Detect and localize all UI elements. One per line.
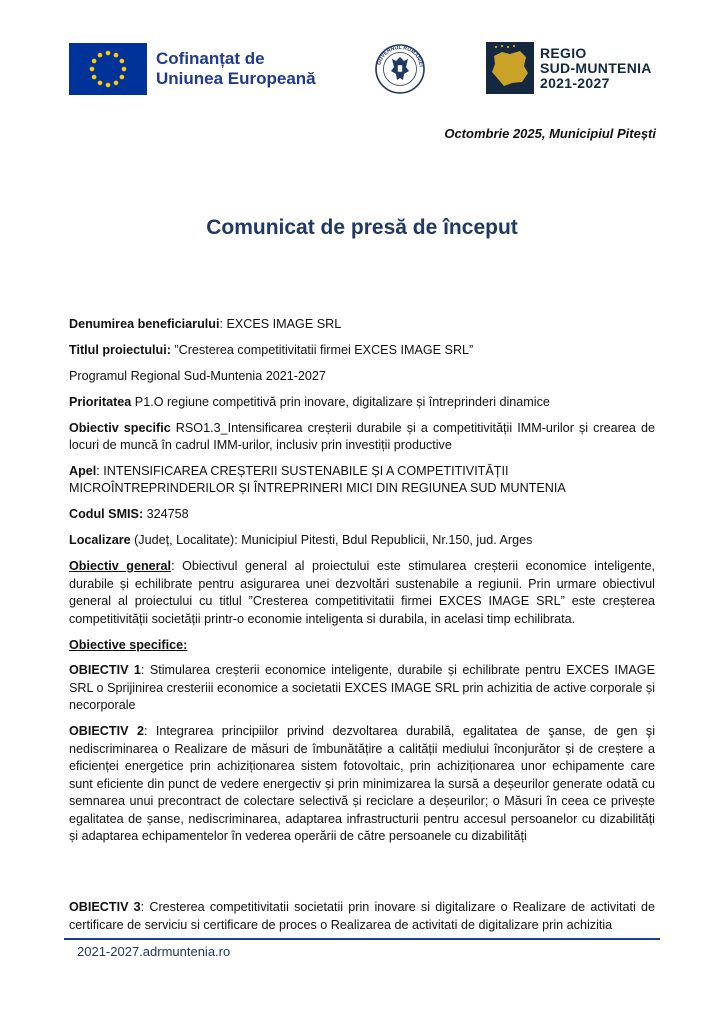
beneficiary-label: Denumirea beneficiarului	[69, 317, 220, 331]
program-paragraph: Programul Regional Sud-Muntenia 2021-2027	[69, 368, 326, 383]
government-seal-icon	[374, 43, 426, 95]
eu-logo-line1: Cofinanțat de	[156, 49, 265, 68]
specific-objective-paragraph	[69, 420, 655, 455]
objective-2-value: : Integrarea principiilor privind dezvoltarea durabilă, egalitatea de şanse, de gen şi nediscriminarea o Realizare de măsuri de îmbunătățire a calității mediului înconjurător și de creștere a eficienței energetice prin achiziționarea sistem fotovoltaic, prin achiziționarea unor echipamente care sunt eficiente din punct de vedere energectiv și prin minimizarea la sursă a deșeurilor generate odată cu semnarea unui precontract de colectare selectivă și reciclare a deșeurilor; o Măsuri în ceea ce privește egalitatea de șanse, nediscriminarea, adaptarea infrastructurii pentru accesul persoanelor cu dizabilități și adaptarea echipamentelor în vederea operării de către persoanele cu dizabilități	[69, 724, 656, 844]
priority-label: Prioritatea	[69, 394, 132, 409]
priority-paragraph	[69, 394, 655, 412]
smis-value: 324758	[143, 507, 189, 522]
objective-2-label: OBIECTIV 2	[69, 724, 144, 739]
objective-1-paragraph	[69, 662, 655, 715]
objective-2-paragraph	[69, 723, 655, 846]
call-label: Apel	[69, 463, 97, 478]
beneficiary-paragraph	[69, 316, 655, 334]
project-title-label: Titlul proiectului:	[69, 342, 171, 357]
objective-3-paragraph	[69, 899, 655, 934]
general-objective-paragraph	[69, 558, 655, 628]
government-seal-text: GUVERNUL ROMÂNIEI	[376, 44, 424, 68]
call-value: : INTENSIFICAREA CREȘTERII SUSTENABILE ȘI A COMPETITIVITĂȚII MICROÎNTREPRINDERILOR ȘI ÎNTREPRINERI MICI DIN REGIUNEA SUD MUNTENIA	[69, 463, 566, 496]
eu-logo-line2: Uniunea Europeană	[156, 69, 316, 88]
priority-value: P1.O regiune competitivă prin inovare, digitalizare și întreprinderi dinamice	[131, 394, 550, 409]
document-body	[69, 316, 655, 854]
beneficiary-value: : EXCES IMAGE SRL	[219, 317, 342, 331]
general-objective-value: : Obiectivul general al proiectului este stimularea creșterii economice inteligente, durabile și echilibrate pentru asigurarea unei dezvoltări sustenabile a regiunii. Prin urmare obiectivul general al proiectului cu titlul ”Cresterea competitivitatii firmei EXCES IMAGE SRL” este creșterea competitivității societății printr-o economie inteligenta si durabila, in acelasi timp echilibrata.	[69, 559, 655, 626]
romanian-government-seal	[374, 43, 426, 95]
project-title-value: ”Cresterea competitivitatii firmei EXCES IMAGE SRL”	[170, 342, 474, 357]
objective-3-value: : Cresterea competitivitatii societatii prin inovare si digitalizare o Realizare de activitati de certificare de serviciu si certificare de proces o Realizarea de activitati de digitalizare prin achizitia	[69, 900, 655, 932]
regio-sud-muntenia-logo	[486, 42, 652, 94]
regio-logo-line3: 2021-2027	[540, 74, 610, 91]
project-title-paragraph	[69, 342, 655, 360]
specific-objectives-heading	[69, 637, 655, 655]
regio-logo-line1: REGIO	[540, 44, 587, 61]
eu-cofinancing-logo	[69, 43, 316, 95]
region-map-icon	[486, 42, 534, 94]
smis-paragraph	[69, 506, 655, 524]
smis-label: Codul SMIS:	[69, 507, 144, 522]
footer-website-link[interactable]: 2021-2027.adrmuntenia.ro	[77, 944, 231, 959]
general-objective-label: Obiectiv general	[69, 559, 172, 574]
call-paragraph	[69, 463, 655, 498]
objective-1-label: OBIECTIV 1	[69, 663, 141, 678]
page-title: Comunicat de presă de început	[206, 216, 518, 239]
objective-1-value: : Stimularea creșterii economice inteligente, durabile și echilibrate pentru EXCES IMAGE SRL o Sprijinirea cresteriii economice a societatii EXCES IMAGE SRL prin achizitia de active corporale și necorporale	[69, 663, 655, 713]
eu-flag-icon	[69, 43, 147, 95]
footer-divider	[64, 938, 660, 940]
location-label: Localizare	[69, 533, 131, 548]
location-value: (Județ, Localitate): Municipiul Pitesti, Bdul Republicii, Nr.150, jud. Arges	[130, 533, 533, 548]
specific-objective-value: RSO1.3_Intensificarea creșterii durabile și a competitivității IMM-urilor și crearea de locuri de muncă în cadrul IMM-urilor, inclusiv prin investiții productive	[69, 420, 655, 453]
specific-objectives-heading-text: Obiective specifice:	[69, 637, 188, 652]
objective-3-label: OBIECTIV 3	[69, 900, 141, 914]
regio-logo-line2: SUD-MUNTENIA	[540, 59, 652, 76]
specific-objective-label: Obiectiv specific	[69, 420, 171, 435]
date-location: Octombrie 2025, Municipiul Pitești	[444, 126, 656, 141]
location-paragraph	[69, 532, 655, 550]
